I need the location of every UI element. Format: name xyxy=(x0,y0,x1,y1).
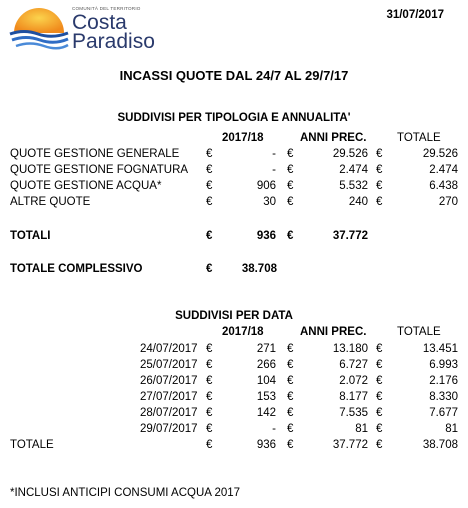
logo xyxy=(8,3,168,53)
table-row xyxy=(0,406,468,420)
currency-symbol: € xyxy=(287,423,294,435)
value-total: 29.526 xyxy=(422,148,458,160)
currency-symbol: € xyxy=(206,439,213,451)
currency-symbol: € xyxy=(206,423,213,435)
value-previous: 5.532 xyxy=(339,180,368,192)
value-total: 13.451 xyxy=(422,343,458,355)
currency-symbol: € xyxy=(376,407,383,419)
value-total: 6.993 xyxy=(429,359,458,371)
currency-symbol: € xyxy=(206,391,213,403)
currency-symbol: € xyxy=(376,439,383,451)
logo-line2: Paradiso xyxy=(72,30,155,53)
row-date: 26/07/2017 xyxy=(140,375,198,387)
table-row xyxy=(0,422,468,436)
table-row xyxy=(0,163,468,177)
column-header-previous: ANNI PREC. xyxy=(300,132,367,144)
row-label: QUOTE GESTIONE FOGNATURA xyxy=(10,164,189,176)
column-header-total: TOTALE xyxy=(397,326,441,338)
currency-symbol: € xyxy=(206,180,213,192)
currency-symbol: € xyxy=(287,375,294,387)
logo-line1: Costa xyxy=(72,11,127,34)
value-previous: 7.535 xyxy=(339,407,368,419)
table-row xyxy=(0,195,468,209)
table-row xyxy=(0,374,468,388)
currency-symbol: € xyxy=(287,148,294,160)
currency-symbol: € xyxy=(206,148,213,160)
currency-symbol: € xyxy=(206,359,213,371)
value-current: 142 xyxy=(256,407,276,419)
column-header-previous: ANNI PREC. xyxy=(300,326,367,338)
row-label: QUOTE GESTIONE ACQUA* xyxy=(10,180,162,192)
row-date: 28/07/2017 xyxy=(140,407,198,419)
value-current: 271 xyxy=(256,343,276,355)
currency-symbol: € xyxy=(287,407,294,419)
column-header-current: 2017/18 xyxy=(222,132,264,144)
value-current: 104 xyxy=(256,375,276,387)
value-previous: 37.772 xyxy=(332,439,368,451)
currency-symbol: € xyxy=(206,407,213,419)
currency-symbol: € xyxy=(206,263,213,275)
document-date: 31/07/2017 xyxy=(386,9,444,21)
value-current: 936 xyxy=(256,439,276,451)
value-previous: 8.177 xyxy=(339,391,368,403)
currency-symbol: € xyxy=(376,423,383,435)
value-current: - xyxy=(272,164,276,176)
row-date: 27/07/2017 xyxy=(140,391,198,403)
logo-subtitle: COMUNITÀ DEL TERRITORIO xyxy=(72,6,141,11)
currency-symbol: € xyxy=(206,230,213,242)
value-total: 38.708 xyxy=(422,439,458,451)
value-previous: 13.180 xyxy=(332,343,368,355)
grand-total-row xyxy=(0,262,468,276)
value-total: 7.677 xyxy=(429,407,458,419)
value-current: - xyxy=(272,148,276,160)
value-total: 270 xyxy=(438,196,458,208)
currency-symbol: € xyxy=(287,343,294,355)
row-date: 24/07/2017 xyxy=(140,343,198,355)
currency-symbol: € xyxy=(287,196,294,208)
totals-row xyxy=(0,229,468,243)
table-row xyxy=(0,179,468,193)
footnote: *INCLUSI ANTICIPI CONSUMI ACQUA 2017 xyxy=(10,487,241,499)
currency-symbol: € xyxy=(376,359,383,371)
table-row xyxy=(0,342,468,356)
currency-symbol: € xyxy=(376,180,383,192)
currency-symbol: € xyxy=(206,343,213,355)
currency-symbol: € xyxy=(376,196,383,208)
currency-symbol: € xyxy=(376,343,383,355)
row-date: 29/07/2017 xyxy=(140,423,198,435)
value-total: 81 xyxy=(445,423,458,435)
row-label: ALTRE QUOTE xyxy=(10,196,91,208)
value-previous: 240 xyxy=(348,196,368,208)
section1-heading: SUDDIVISI PER TIPOLOGIA E ANNUALITA' xyxy=(117,112,351,124)
currency-symbol: € xyxy=(287,391,294,403)
currency-symbol: € xyxy=(206,375,213,387)
column-header-current: 2017/18 xyxy=(222,326,264,338)
section2-total-row xyxy=(0,438,468,452)
value-total: 8.330 xyxy=(429,391,458,403)
column-header-total: TOTALE xyxy=(397,132,441,144)
table-row xyxy=(0,358,468,372)
currency-symbol: € xyxy=(287,164,294,176)
currency-symbol: € xyxy=(287,180,294,192)
currency-symbol: € xyxy=(206,196,213,208)
table-row xyxy=(0,390,468,404)
value-current: - xyxy=(272,423,276,435)
currency-symbol: € xyxy=(287,359,294,371)
grand-total-value: 38.708 xyxy=(241,263,277,275)
table-row xyxy=(0,147,468,161)
value-current: 936 xyxy=(256,230,276,242)
section2-heading: SUDDIVISI PER DATA xyxy=(175,310,293,322)
value-current: 153 xyxy=(256,391,276,403)
value-previous: 2.072 xyxy=(339,375,368,387)
currency-symbol: € xyxy=(287,230,294,242)
currency-symbol: € xyxy=(376,375,383,387)
row-date: 25/07/2017 xyxy=(140,359,198,371)
currency-symbol: € xyxy=(376,164,383,176)
row-label: TOTALI xyxy=(10,230,51,242)
section1-column-headers xyxy=(0,131,468,145)
sun-waves-icon xyxy=(8,3,70,51)
value-previous: 6.727 xyxy=(339,359,368,371)
section2-column-headers xyxy=(0,325,468,339)
value-total: 2.474 xyxy=(429,164,458,176)
currency-symbol: € xyxy=(206,164,213,176)
row-label: TOTALE xyxy=(10,439,54,451)
value-total: 6.438 xyxy=(429,180,458,192)
row-label: QUOTE GESTIONE GENERALE xyxy=(10,148,180,160)
value-total: 2.176 xyxy=(429,375,458,387)
value-current: 906 xyxy=(256,180,276,192)
value-previous: 29.526 xyxy=(332,148,368,160)
currency-symbol: € xyxy=(376,148,383,160)
page-title: INCASSI QUOTE DAL 24/7 AL 29/7/17 xyxy=(119,68,349,83)
value-previous: 2.474 xyxy=(339,164,368,176)
value-current: 266 xyxy=(256,359,276,371)
currency-symbol: € xyxy=(376,391,383,403)
currency-symbol: € xyxy=(287,439,294,451)
value-previous: 37.772 xyxy=(332,230,368,242)
value-previous: 81 xyxy=(355,423,368,435)
value-current: 30 xyxy=(263,196,276,208)
row-label: TOTALE COMPLESSIVO xyxy=(10,263,143,275)
